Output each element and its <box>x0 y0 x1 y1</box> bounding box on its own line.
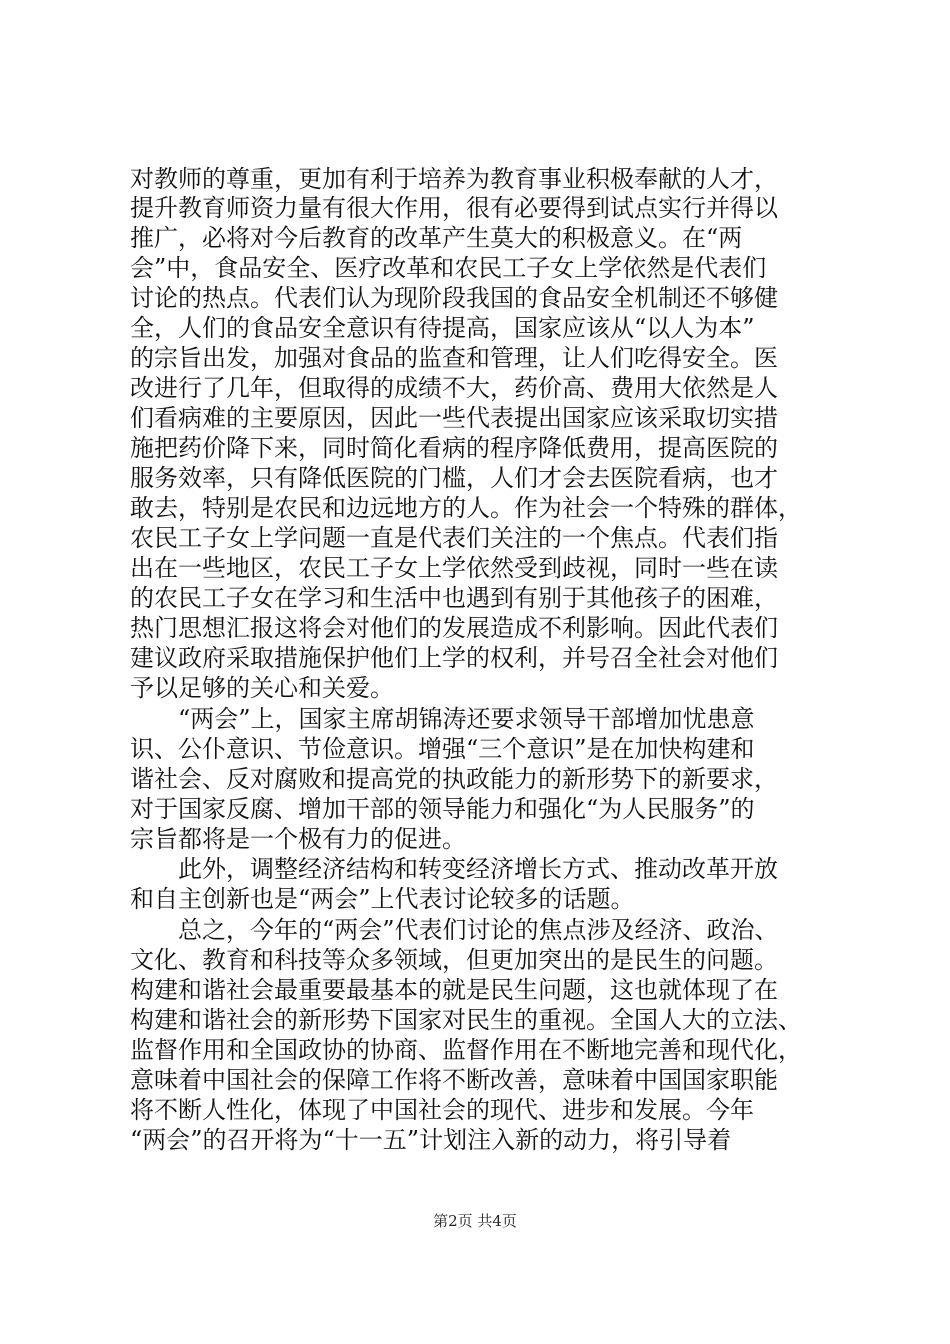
text-line: 总之，今年的“两会”代表们讨论的焦点涉及经济、政治、 <box>178 916 779 944</box>
text-line: 服务效率，只有降低医院的门槛，人们才会去医院看病，也才 <box>130 464 778 492</box>
text-line: 监督作用和全国政协的协商、监督作用在不断地完善和现代化， <box>130 1036 802 1064</box>
text-line: 改进行了几年，但取得的成绩不大，药价高、费用大依然是人 <box>130 374 778 402</box>
text-line: 文化、教育和科技等众多领域，但更加突出的是民生的问题。 <box>130 946 778 974</box>
text-line: 全，人们的食品安全意识有待提高，国家应该从“以人为本” <box>130 314 755 342</box>
text-line: 出在一些地区，农民工子女上学依然受到歧视，同时一些在读 <box>130 554 778 582</box>
text-line: “两会”上，国家主席胡锦涛还要求领导干部增加忧患意 <box>178 705 755 733</box>
text-line: 将不断人性化，体现了中国社会的现代、进步和发展。今年 <box>130 1096 754 1124</box>
text-line: 识、公仆意识、节俭意识。增强“三个意识”是在加快构建和 <box>130 735 755 763</box>
text-line: 建议政府采取措施保护他们上学的权利，并号召全社会对他们 <box>130 644 778 672</box>
text-line: 对教师的尊重，更加有利于培养为教育事业积极奉献的人才， <box>130 165 778 193</box>
text-line: 讨论的热点。代表们认为现阶段我国的食品安全机制还不够健 <box>130 284 778 312</box>
text-line: 构建和谐社会最重要最基本的就是民生问题，这也就体现了在 <box>130 976 778 1004</box>
text-line: “两会”的召开将为“十一五”计划注入新的动力，将引导着 <box>130 1126 732 1154</box>
page-footer: 第2页 共4页 <box>433 1212 517 1230</box>
text-line: 农民工子女上学问题一直是代表们关注的一个焦点。代表们指 <box>130 524 778 552</box>
text-line: 的农民工子女在学习和生活中也遇到有别于其他孩子的困难， <box>130 584 778 612</box>
text-line: 宗旨都将是一个极有力的促进。 <box>130 825 466 853</box>
text-line: 热门思想汇报这将会对他们的发展造成不利影响。因此代表们 <box>130 614 778 642</box>
text-line: 们看病难的主要原因，因此一些代表提出国家应该采取切实措 <box>130 404 778 432</box>
text-line: 构建和谐社会的新形势下国家对民生的重视。全国人大的立法、 <box>130 1006 802 1034</box>
text-line: 施把药价降下来，同时简化看病的程序降低费用，提高医院的 <box>130 434 778 462</box>
text-line: 对于国家反腐、增加干部的领导能力和强化“为人民服务”的 <box>130 795 755 823</box>
text-line: 的宗旨出发，加强对食品的监查和管理，让人们吃得安全。医 <box>130 344 778 372</box>
text-line: 提升教育师资力量有很大作用，很有必要得到试点实行并得以 <box>130 194 778 222</box>
text-line: 会”中，食品安全、医疗改革和农民工子女上学依然是代表们 <box>130 254 767 282</box>
text-line: 此外，调整经济结构和转变经济增长方式、推动改革开放 <box>178 855 778 883</box>
text-line: 意味着中国社会的保障工作将不断改善，意味着中国国家职能 <box>130 1066 778 1094</box>
text-line: 和自主创新也是“两会”上代表讨论较多的话题。 <box>130 885 635 913</box>
text-line: 谐社会、反对腐败和提高党的执政能力的新形势下的新要求， <box>130 765 778 793</box>
text-line: 推广，必将对今后教育的改革产生莫大的积极意义。在“两 <box>130 224 743 252</box>
text-line: 予以足够的关心和关爱。 <box>130 674 394 702</box>
text-line: 敢去，特别是农民和边远地方的人。作为社会一个特殊的群体， <box>130 494 802 522</box>
